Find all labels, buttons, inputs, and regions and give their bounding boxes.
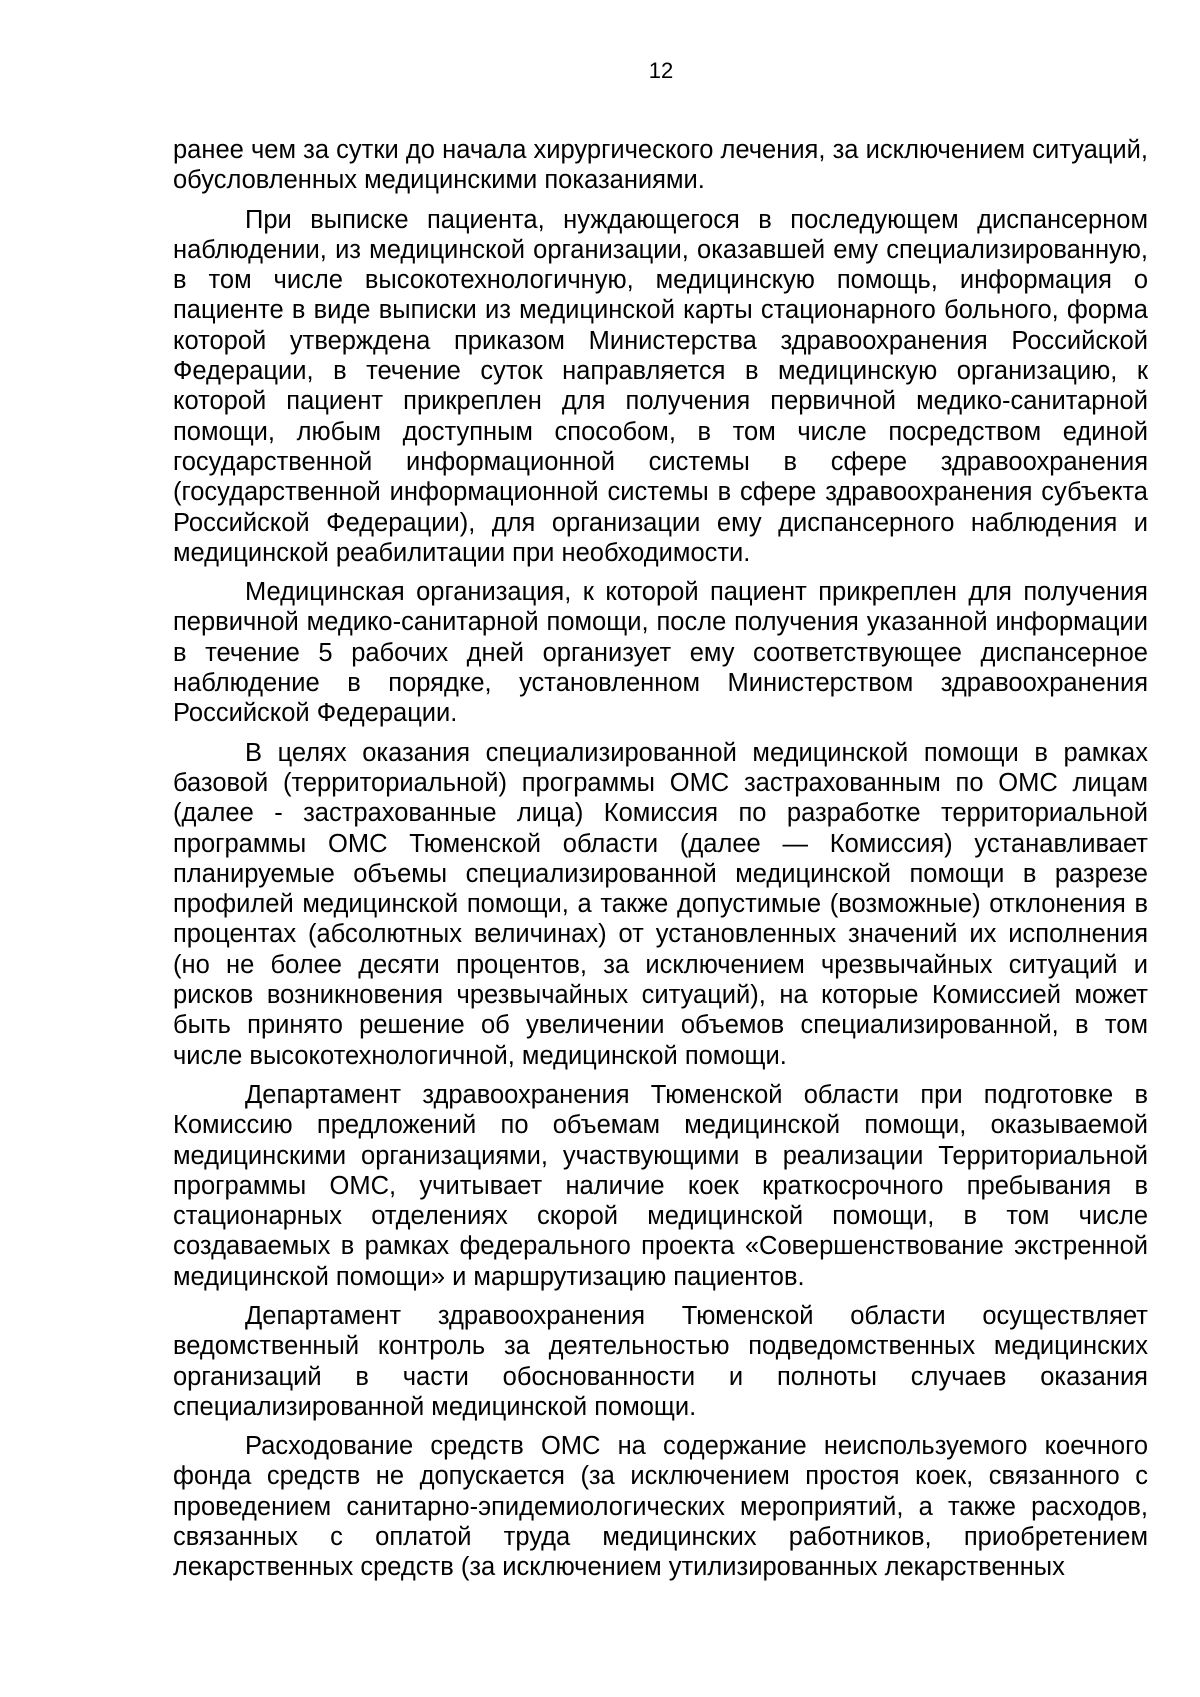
paragraph-continuation: ранее чем за сутки до начала хирургического лечения, за исключением ситуаций, обусловленных медицинскими показаниями. xyxy=(173,136,1148,195)
paragraph-department-control: Департамент здравоохранения Тюменской области осуществляет ведомственный контроль за деятельностью подведомственных медицинских организаций в части обоснованности и полноты случаев оказания специализированной медицинской помощи. xyxy=(173,1301,1148,1421)
paragraph-discharge-info: При выписке пациента, нуждающегося в последующем диспансерном наблюдении, из медицинской организации, оказавшей ему специализированную, в том числе высокотехнологичную, медицинскую помощь, информация о пациенте в виде выписки из медицинской карты стационарного больного, форма которой утверждена приказом Министерства здравоохранения Российской Федерации, в течение суток направляется в медицинскую организацию, к которой пациент прикреплен для получения первичной медико-санитарной помощи, любым доступным способом, в том числе посредством единой государственной информационной системы в сфере здравоохранения (государственной информационной системы в сфере здравоохранения субъекта Российской Федерации), для организации ему диспансерного наблюдения и медицинской реабилитации при необходимости. xyxy=(173,205,1148,567)
document-body xyxy=(173,135,1148,1592)
page-number: 12 xyxy=(648,58,674,83)
paragraph-department-proposals: Департамент здравоохранения Тюменской области при подготовке в Комиссию предложений по объемам медицинской помощи, оказываемой медицинскими организациями, участвующими в реализации Территориальной программы ОМС, учитывает наличие коек краткосрочного пребывания в стационарных отделениях скорой медицинской помощи, в том числе создаваемых в рамках федерального проекта «Совершенствование экстренной медицинской помощи» и маршрутизацию пациентов. xyxy=(173,1080,1148,1291)
paragraph-oms-spending: Расходование средств ОМС на содержание неиспользуемого коечного фонда средств не допускается (за исключением простоя коек, связанного с проведением санитарно-эпидемиологических мероприятий, а также расходов, связанных с оплатой труда медицинских работников, приобретением лекарственных средств (за исключением утилизированных лекарственных xyxy=(173,1432,1148,1582)
paragraph-commission-volumes: В целях оказания специализированной медицинской помощи в рамках базовой (территориальной) программы ОМС застрахованным по ОМС лицам (далее - застрахованные лица) Комиссия по разработке территориальной программы ОМС Тюменской области (далее — Комиссия) устанавливает планируемые объемы специализированной медицинской помощи в разрезе профилей медицинской помощи, а также допустимые (возможные) отклонения в процентах (абсолютных величинах) от установленных значений их исполнения (но не более десяти процентов, за исключением чрезвычайных ситуаций и рисков возникновения чрезвычайных ситуаций), на которые Комиссией может быть принято решение об увеличении объемов специализированной, в том числе высокотехнологичной, медицинской помощи. xyxy=(173,738,1148,1070)
paragraph-dispensary-observation: Медицинская организация, к которой пациент прикреплен для получения первичной медико-санитарной помощи, после получения указанной информации в течение 5 рабочих дней организует ему соответствующее диспансерное наблюдение в порядке, установленном Министерством здравоохранения Российской Федерации. xyxy=(173,578,1148,728)
